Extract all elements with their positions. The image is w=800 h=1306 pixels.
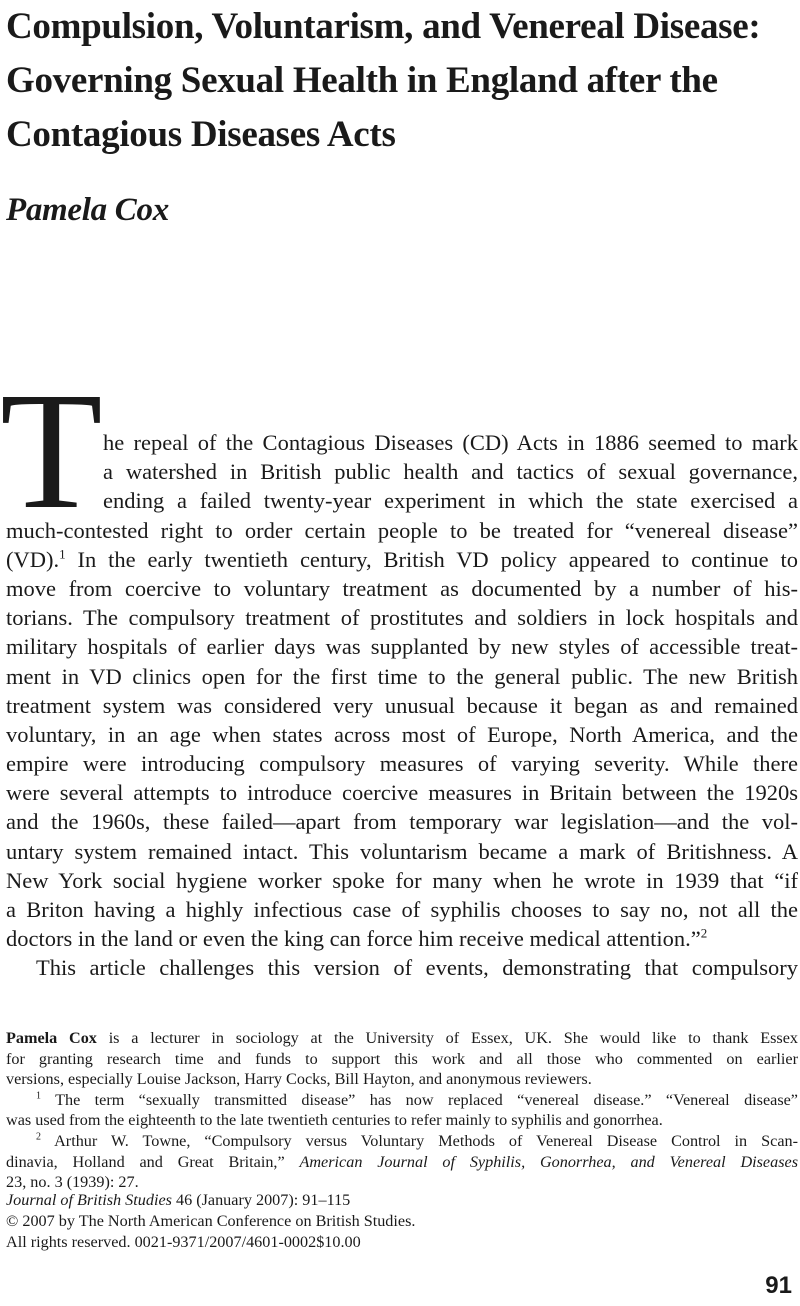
page-number: 91 — [765, 1272, 792, 1299]
body-line: and the 1960s, these failed—apart from temporary war legislation—and the vol- — [6, 809, 798, 835]
journal-citation: Journal of British Studies 46 (January 2007): 91–115 — [6, 1191, 351, 1209]
footnote-mark-2: 2 — [36, 1131, 41, 1143]
footnote-2-line: $^2$ Arthur W. Towne, “Compulsory versus Voluntary Methods of Venereal Disease Control in Scan- — [36, 1131, 798, 1150]
body-line: ending a failed twenty-year experiment in which the state exercised a — [103, 488, 798, 514]
body-line: untary system remained intact. This voluntarism became a mark of Britishness. A — [6, 838, 798, 864]
body-line: treatment system was considered very unusual because it began as and remained — [6, 692, 798, 718]
footnote-ref-1[interactable]: 1 — [59, 546, 66, 562]
cited-journal-title: American Journal of Syphilis, Gonorrhea, and Venereal Diseases — [299, 1152, 798, 1171]
title-line-3: Contagious Diseases Acts — [6, 114, 396, 155]
body-line: ment in VD clinics open for the first time to the general public. The new British — [6, 663, 798, 689]
author-bio-line: versions, especially Louise Jackson, Harry Cocks, Bill Hayton, and anonymous reviewers. — [6, 1070, 592, 1089]
body-line: much-contested right to order certain people to be treated for “venereal disease” — [6, 517, 798, 543]
body-line: military hospitals of earlier days was supplanted by new styles of accessible treat- — [6, 634, 798, 660]
title-line-1: Compulsion, Voluntarism, and Venereal Disease: — [6, 6, 761, 47]
body-line: (VD).$^1$ In the early twentieth century, British VD policy appeared to continue to — [6, 546, 798, 572]
rights-line: All rights reserved. 0021-9371/2007/4601-0002$10.00 — [6, 1232, 361, 1251]
footnote-1-line: was used from the eighteenth to the late twentieth centuries to refer mainly to syphilis and gonorrhea. — [6, 1111, 663, 1130]
body-line: he repeal of the Contagious Diseases (CD) Acts in 1886 seemed to mark — [103, 430, 798, 455]
article-body — [6, 428, 798, 983]
body-line: New York social hygiene worker spoke for many when he wrote in 1939 that “if — [6, 867, 798, 893]
author-bio-line: Pamela Cox is a lecturer in sociology at the University of Essex, UK. She would like to thank Essex — [6, 1029, 798, 1047]
footnotes — [6, 1028, 798, 1193]
journal-name: Journal of British Studies — [6, 1191, 172, 1209]
body-line: were several attempts to introduce coercive measures in Britain between the 1920s — [6, 780, 798, 806]
footnote-2-line: dinavia, Holland and Great Britain,” American Journal of Syphilis, Gonorrhea, and Venereal Diseases — [6, 1152, 798, 1171]
body-line: doctors in the land or even the king can force him receive medical attention.”$^2$ — [6, 925, 708, 952]
body-line: a watershed in British public health and tactics of sexual governance, — [103, 459, 798, 485]
body-line: move from coercive to voluntary treatment as documented by a number of his- — [6, 575, 798, 601]
footnote-mark-1: 1 — [36, 1090, 41, 1102]
body-line: torians. The compulsory treatment of prostitutes and soldiers in lock hospitals and — [6, 605, 798, 631]
footnote-ref-2[interactable]: 2 — [700, 925, 708, 941]
body-line: voluntary, in an age when states across most of Europe, North America, and the — [6, 721, 798, 747]
body-line: a Briton having a highly infectious case of syphilis chooses to say no, not all the — [6, 897, 798, 922]
journal-info — [6, 1190, 798, 1252]
article-title — [6, 0, 800, 162]
title-line-2: Governing Sexual Health in England after the — [6, 60, 718, 101]
copyright-line: © 2007 by The North American Conference on British Studies. — [6, 1211, 416, 1230]
footnote-2-line: 23, no. 3 (1939): 27. — [6, 1173, 139, 1192]
author-bio-line: for granting research time and funds to support this work and all those who commented on earlier — [6, 1049, 798, 1068]
bio-author-name: Pamela Cox — [6, 1029, 97, 1047]
body-line: This article challenges this version of events, demonstrating that compulsory — [36, 955, 798, 981]
author-name: Pamela Cox — [6, 192, 169, 228]
footnote-1-line: $^1$ The term “sexually transmitted disease” has now replaced “venereal disease.” “Venereal disease” — [36, 1090, 798, 1109]
body-line: empire were introducing compulsory measures of varying severity. While there — [6, 751, 798, 777]
drop-cap: T — [0, 358, 103, 544]
